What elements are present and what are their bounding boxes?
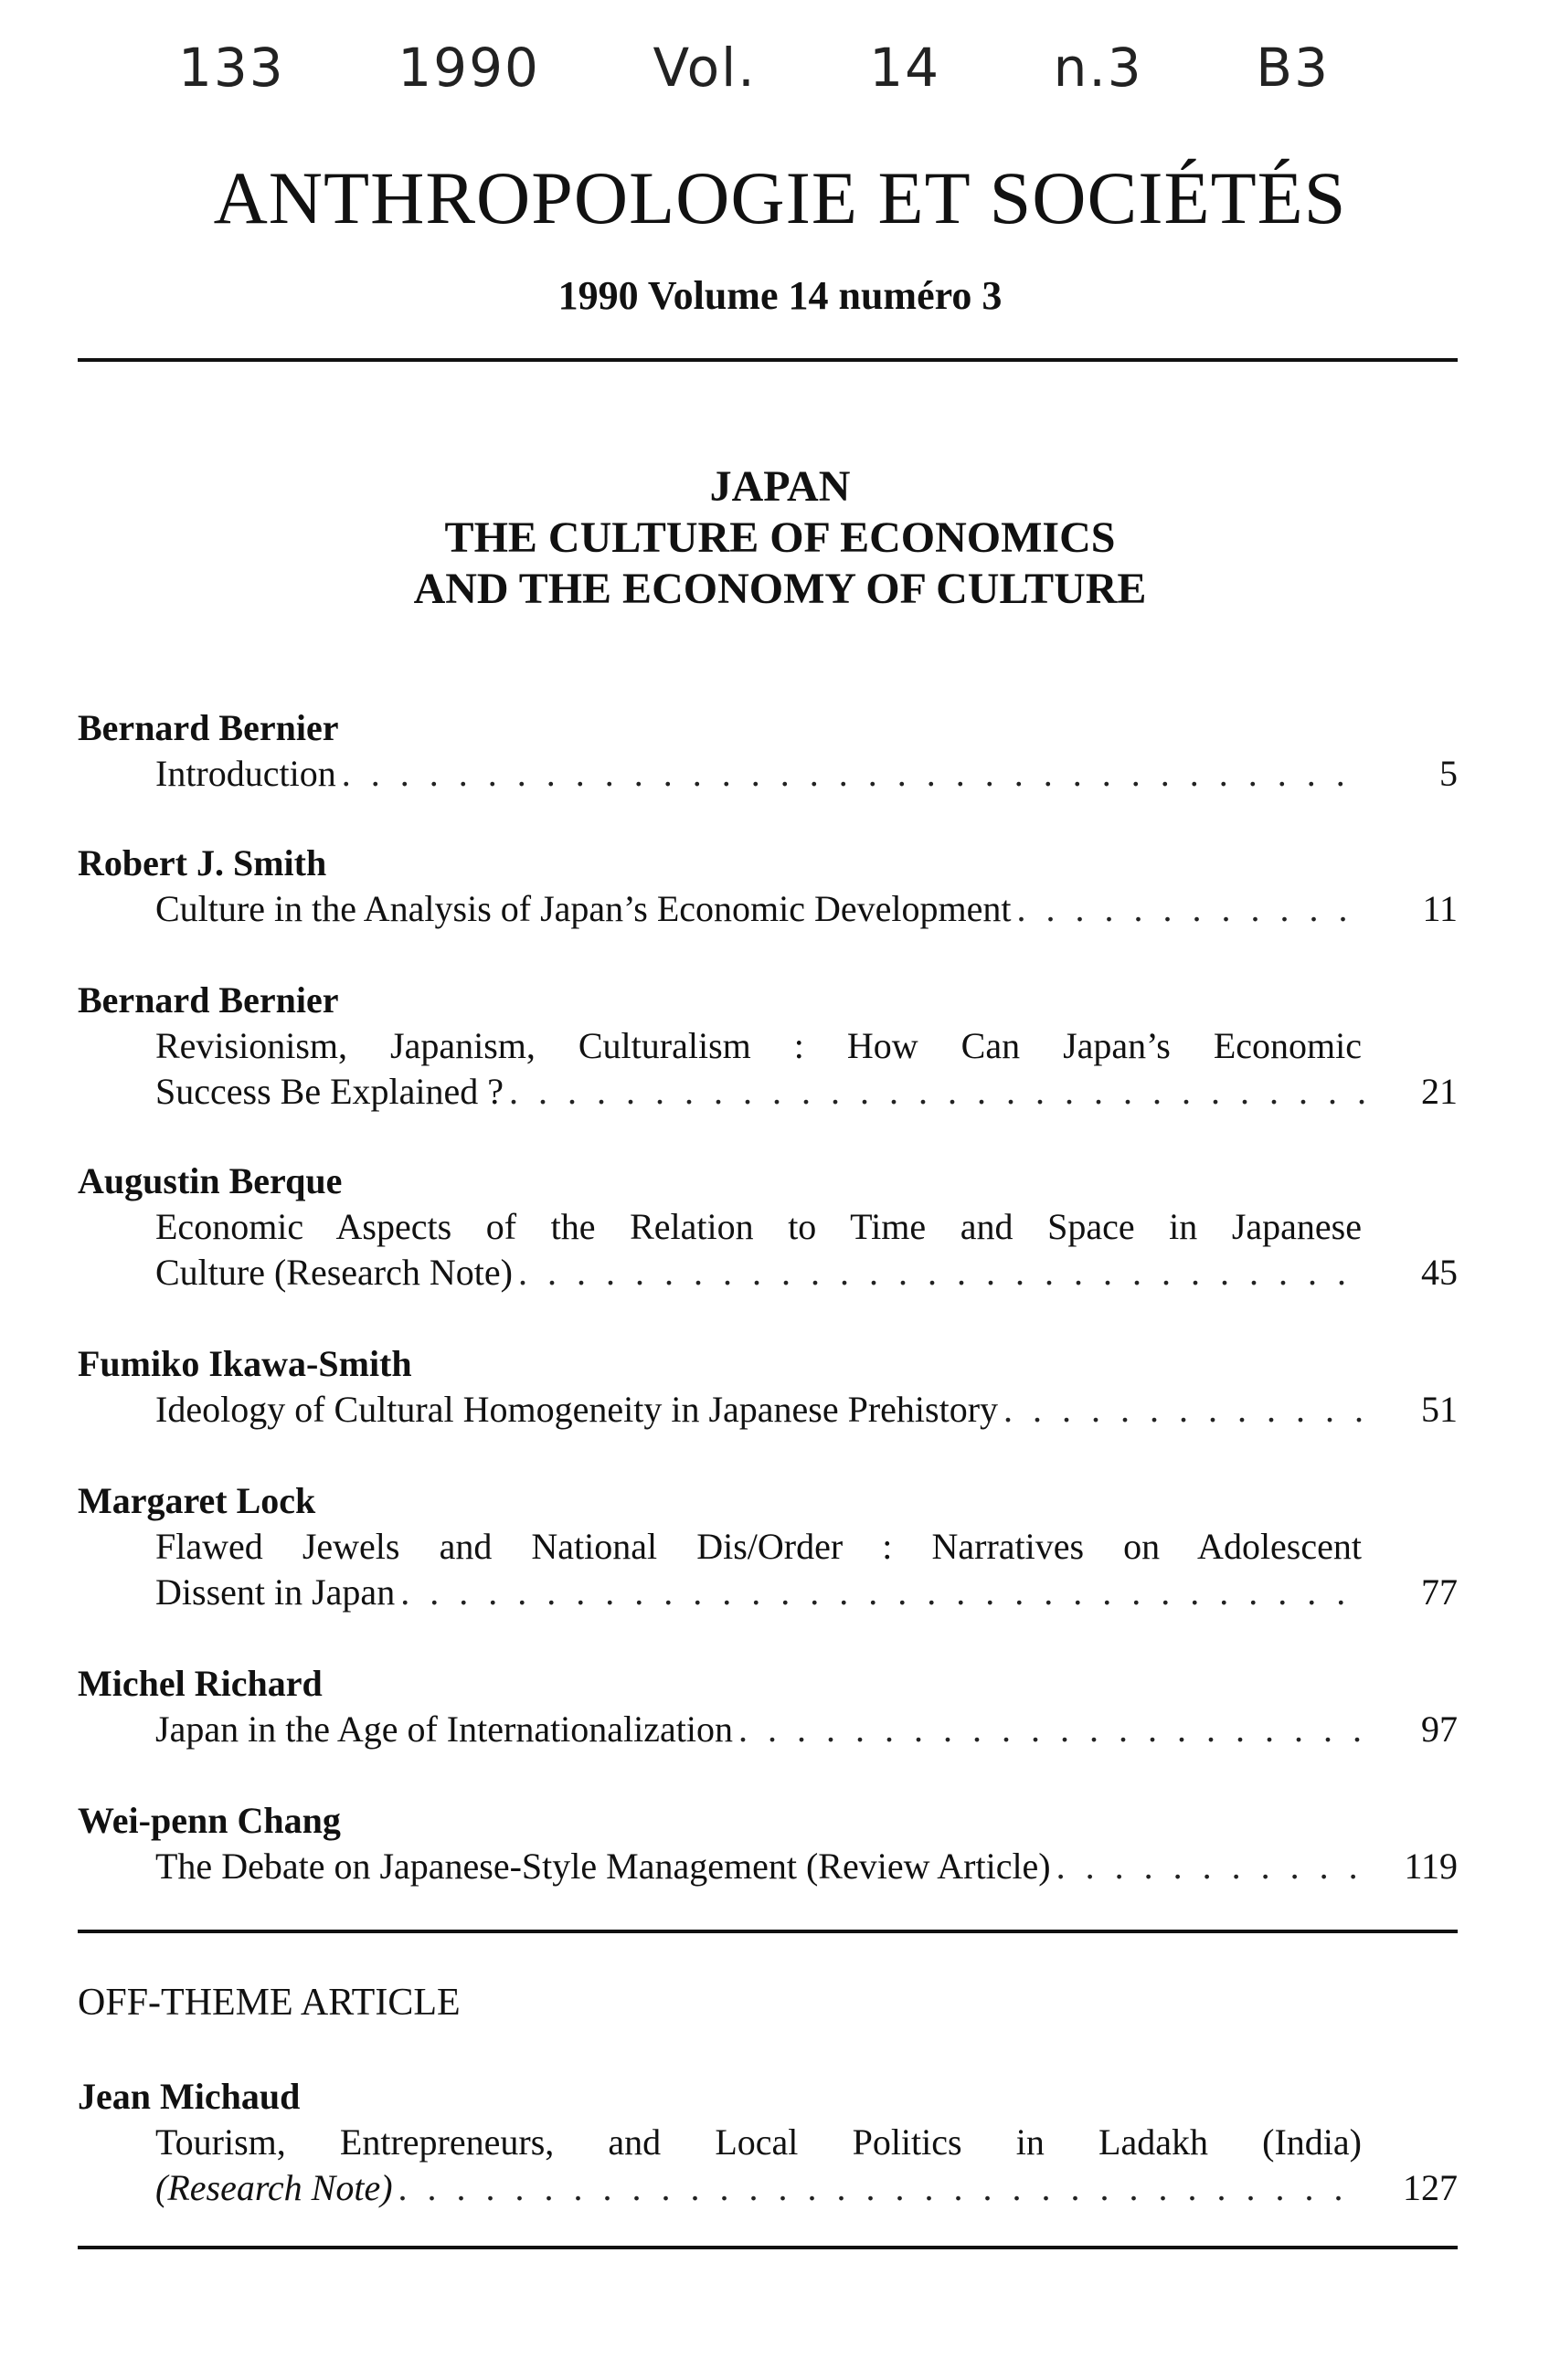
issue-line: 1990 Volume 14 numéro 3: [557, 273, 1003, 318]
toc-title: Japan in the Age of Internationalization: [155, 1708, 734, 1750]
dot-leader: [342, 751, 1365, 797]
toc-title-first-line: Revisionism, Japanism, Culturalism : How Can Japan’s Economic: [155, 1025, 1362, 1066]
toc-title: Culture (Research Note): [155, 1252, 513, 1293]
handnote-part: 133: [178, 37, 285, 99]
handnote-part: 1990: [398, 37, 540, 99]
handnote-part: n.3: [1053, 37, 1143, 99]
toc-title-block: [155, 1844, 1458, 1889]
toc-title-block: [155, 2120, 1458, 2211]
off-theme-heading: OFF-THEME ARTICLE: [78, 1982, 461, 2024]
toc-author: Robert J. Smith: [78, 842, 327, 883]
toc-title-line: [155, 1570, 1458, 1615]
toc-title-line: [155, 1387, 1458, 1433]
toc-title-line: [155, 1844, 1458, 1889]
toc-page-number: 97: [1421, 1708, 1458, 1750]
toc-title: (Research Note): [155, 2167, 393, 2208]
handnote-part: B3: [1256, 37, 1330, 99]
toc-title-block: [155, 1204, 1458, 1296]
theme-title: [0, 461, 1560, 615]
dot-leader: [738, 1707, 1365, 1752]
toc-title-first-line: Economic Aspects of the Relation to Time and Space in Japanese: [155, 1206, 1362, 1247]
toc-page-number: 51: [1421, 1389, 1458, 1430]
toc-entry-off-theme: [78, 2074, 1458, 2211]
toc-entry: [78, 1341, 1458, 1433]
toc-title-first-line: Flawed Jewels and National Dis/Order : Narratives on Adolescent: [155, 1526, 1362, 1567]
toc-title: Ideology of Cultural Homogeneity in Japanese Prehistory: [155, 1389, 999, 1430]
dot-leader: [400, 1570, 1365, 1615]
toc-page-number: 119: [1404, 1846, 1458, 1887]
handnote-part: 14: [869, 37, 941, 99]
toc-title-block: [155, 1387, 1458, 1433]
toc-title-first-line: Tourism, Entrepreneurs, and Local Politics in Ladakh (India): [155, 2121, 1362, 2163]
dot-leader: [398, 2165, 1365, 2211]
toc-author: Bernard Bernier: [78, 979, 339, 1021]
dot-leader: [1016, 886, 1365, 932]
toc-author: Michel Richard: [78, 1663, 323, 1704]
dot-leader: [1003, 1387, 1365, 1433]
toc-title-line: [155, 1069, 1458, 1115]
toc-entry: [78, 1158, 1458, 1296]
dot-leader: [518, 1250, 1365, 1296]
toc-title: Success Be Explained ?: [155, 1071, 504, 1112]
toc-title: The Debate on Japanese-Style Management (Review Article): [155, 1846, 1051, 1887]
bottom-rule: [78, 2246, 1458, 2249]
top-rule: [78, 358, 1458, 362]
toc-author: Augustin Berque: [78, 1160, 343, 1201]
toc-title-line: [155, 1250, 1458, 1296]
toc-author: Fumiko Ikawa-Smith: [78, 1343, 412, 1384]
theme-line: JAPAN: [709, 462, 851, 511]
toc-author: Wei-penn Chang: [78, 1800, 341, 1841]
toc-title-line: [155, 886, 1458, 932]
toc-title: Dissent in Japan: [155, 1571, 396, 1613]
middle-rule: [78, 1930, 1458, 1933]
toc-page-number: 127: [1403, 2167, 1458, 2208]
theme-line: AND THE ECONOMY OF CULTURE: [413, 565, 1147, 613]
dot-leader: [1056, 1844, 1365, 1889]
toc-page-number: 21: [1421, 1071, 1458, 1112]
toc-page-number: 77: [1421, 1571, 1458, 1613]
toc-title: Culture in the Analysis of Japan’s Economic Development: [155, 888, 1012, 929]
toc-entry: [78, 841, 1458, 932]
theme-line: THE CULTURE OF ECONOMICS: [444, 513, 1116, 562]
handnote-part: Vol.: [653, 37, 757, 99]
toc-entry: [78, 1661, 1458, 1752]
toc-page-number: 11: [1422, 888, 1458, 929]
toc-title-block: [155, 1524, 1458, 1615]
toc-title-block: [155, 1707, 1458, 1752]
toc-entry: [78, 1798, 1458, 1889]
journal-title: ANTHROPOLOGIE ET SOCIÉTÉS: [213, 156, 1347, 239]
toc-title-line: [155, 2165, 1458, 2211]
toc-title-block: [155, 1023, 1458, 1115]
toc-title-line: [155, 751, 1458, 797]
toc-entry: [78, 705, 1458, 797]
toc-title-line: [155, 1707, 1458, 1752]
toc-title-block: [155, 886, 1458, 932]
toc-title-block: [155, 751, 1458, 797]
toc-entry: [78, 1478, 1458, 1615]
toc-author: Margaret Lock: [78, 1480, 316, 1521]
handwritten-catalog-note: [178, 37, 1330, 99]
toc-entry: [78, 978, 1458, 1115]
toc-page-number: 5: [1439, 753, 1458, 794]
dot-leader: [509, 1069, 1365, 1115]
toc-title: Introduction: [155, 753, 336, 794]
toc-author: Jean Michaud: [78, 2076, 301, 2117]
toc-page-number: 45: [1421, 1252, 1458, 1293]
toc-author: Bernard Bernier: [78, 707, 339, 748]
